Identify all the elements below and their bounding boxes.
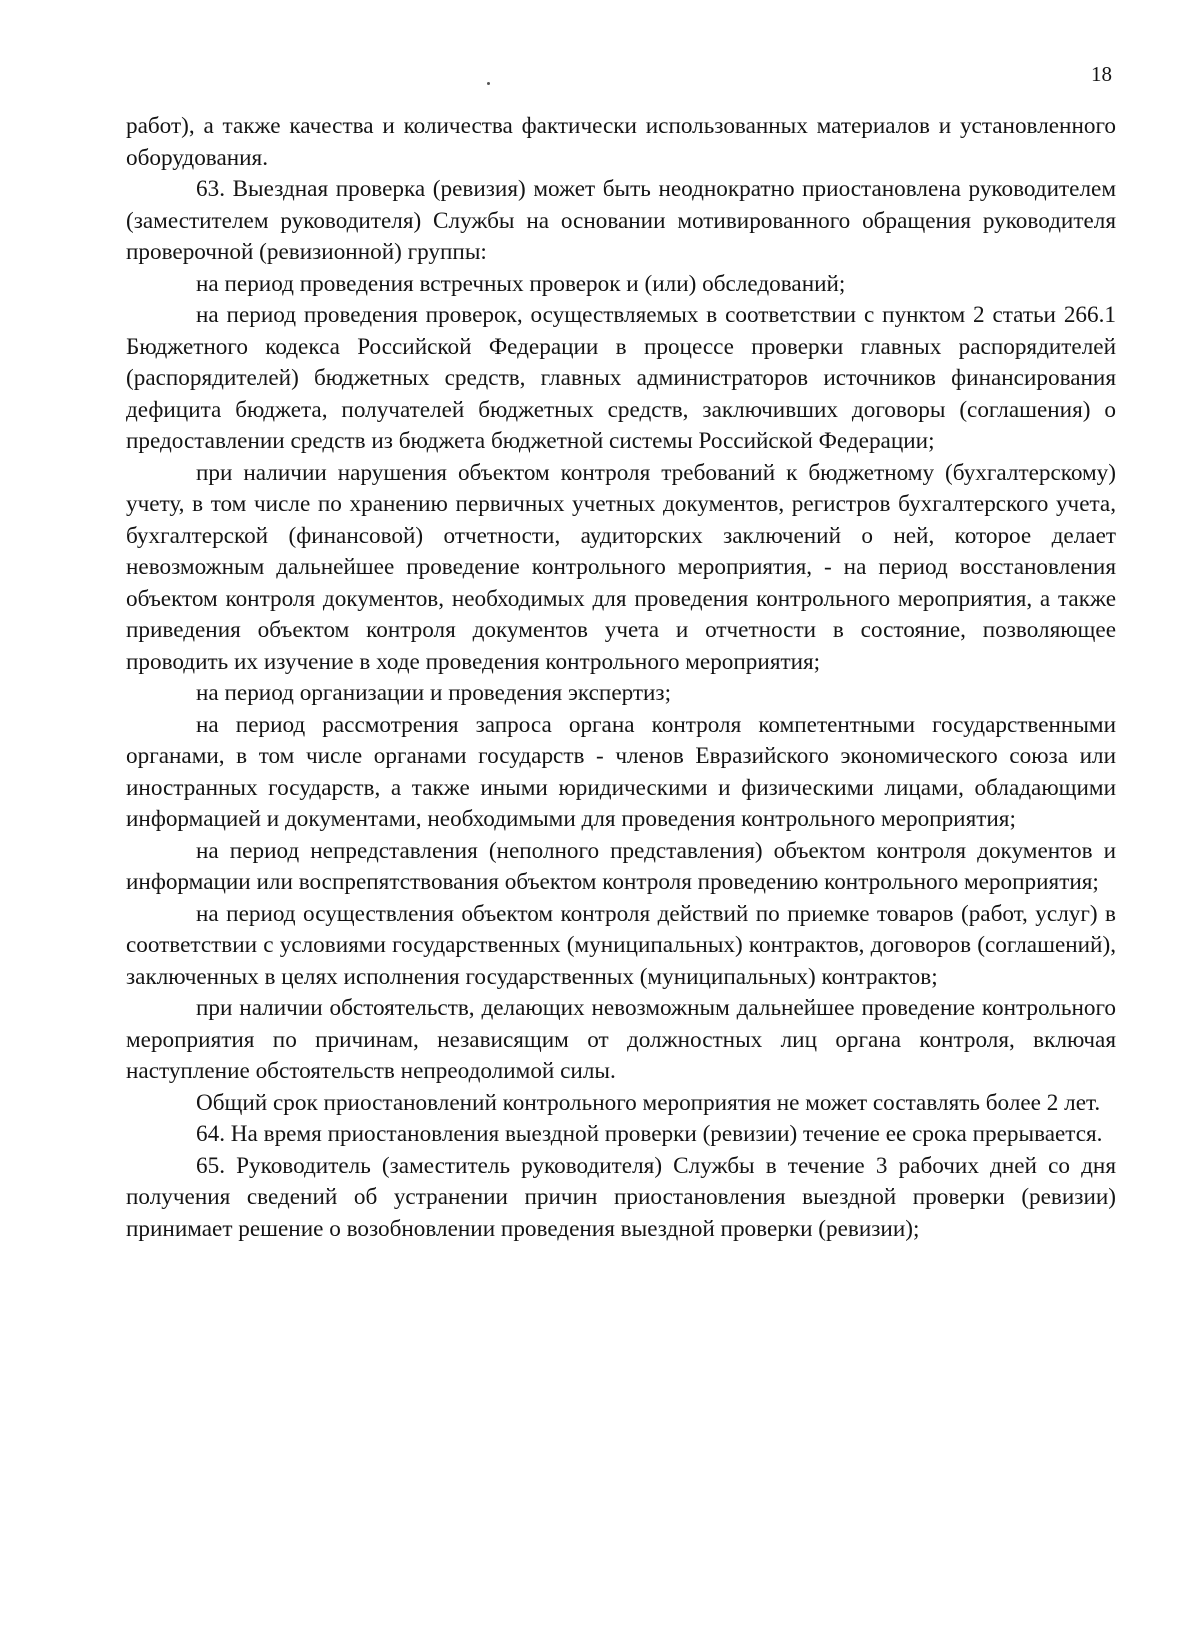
paragraph-request-review: на период рассмотрения запроса органа контроля компетентными государственными органами, в том числе органами государств - членов Евразийского экономического союза или иностранных государств, а также иными юридическими и физическими лицами, обладающими информацией и документами, необходимыми для проведения контрольного мероприятия; bbox=[126, 711, 1116, 832]
paragraph-counter-checks: на период проведения встречных проверок и (или) обследований; bbox=[196, 270, 846, 297]
paragraph-clause-65: 65. Руководитель (заместитель руководителя) Службы в течение 3 рабочих дней со дня получения сведений об устранении причин приостановления выездной проверки (ревизии) принимает решение о возобновлении проведения выездной проверки (ревизии); bbox=[126, 1152, 1116, 1242]
document-body bbox=[126, 111, 1116, 1245]
paragraph-total-suspension-term: Общий срок приостановлений контрольного мероприятия не может составлять более 2 лет. bbox=[196, 1089, 1101, 1116]
paragraph-accounting-violations: при наличии нарушения объектом контроля требований к бюджетному (бухгалтерскому) учету, в том числе по хранению первичных учетных документов, регистров бухгалтерского учета, бухгалтерской (финансовой) отчетности, аудиторских заключений о ней, которое делает невозможным дальнейшее проведение контрольного мероприятия, - на период восстановления объектом контроля документов, необходимых для проведения контрольного мероприятия, а также приведения объектом контроля документов учета и отчетности в состояние, позволяющее проводить их изучение в ходе проведения контрольного мероприятия; bbox=[126, 459, 1116, 675]
paragraph-expertise: на период организации и проведения экспертиз; bbox=[196, 680, 672, 706]
scan-artifact-dot bbox=[487, 82, 490, 85]
paragraph-continuation: работ), а также качества и количества фактически использованных материалов и установленного оборудования. bbox=[126, 113, 1116, 171]
page-number: 18 bbox=[1091, 62, 1112, 86]
paragraph-article-266-1-checks: на период проведения проверок, осуществляемых в соответствии с пунктом 2 статьи 266.1 Бюджетного кодекса Российской Федерации в процессе проверки главных распорядителей (распорядителей) бюджетных средств, главных администраторов источников финансирования дефицита бюджета, получателей бюджетных средств, заключивших договоры (соглашения) о предоставлении средств из бюджета бюджетной системы Российской Федерации; bbox=[126, 302, 1116, 454]
paragraph-force-majeure: при наличии обстоятельств, делающих невозможным дальнейшее проведение контрольного мероприятия по причинам, независящим от должностных лиц органа контроля, включая наступление обстоятельств непреодолимой силы. bbox=[126, 995, 1116, 1084]
paragraph-non-submission: на период непредставления (неполного представления) объектом контроля документов и информации или воспрепятствования объектом контроля проведению контрольного мероприятия; bbox=[126, 837, 1116, 895]
paragraph-clause-64: 64. На время приостановления выездной проверки (ревизии) течение ее срока прерывается. bbox=[196, 1121, 1103, 1147]
paragraph-clause-63: 63. Выездная проверка (ревизия) может быть неоднократно приостановлена руководителем (заместителем руководителя) Службы на основании мотивированного обращения руководителя проверочной (ревизионной) группы: bbox=[126, 176, 1116, 265]
paragraph-acceptance-actions: на период осуществления объектом контроля действий по приемке товаров (работ, услуг) в соответствии с условиями государственных (муниципальных) контрактов, договоров (соглашений), заключенных в целях исполнения государственных (муниципальных) контрактов; bbox=[126, 900, 1116, 990]
